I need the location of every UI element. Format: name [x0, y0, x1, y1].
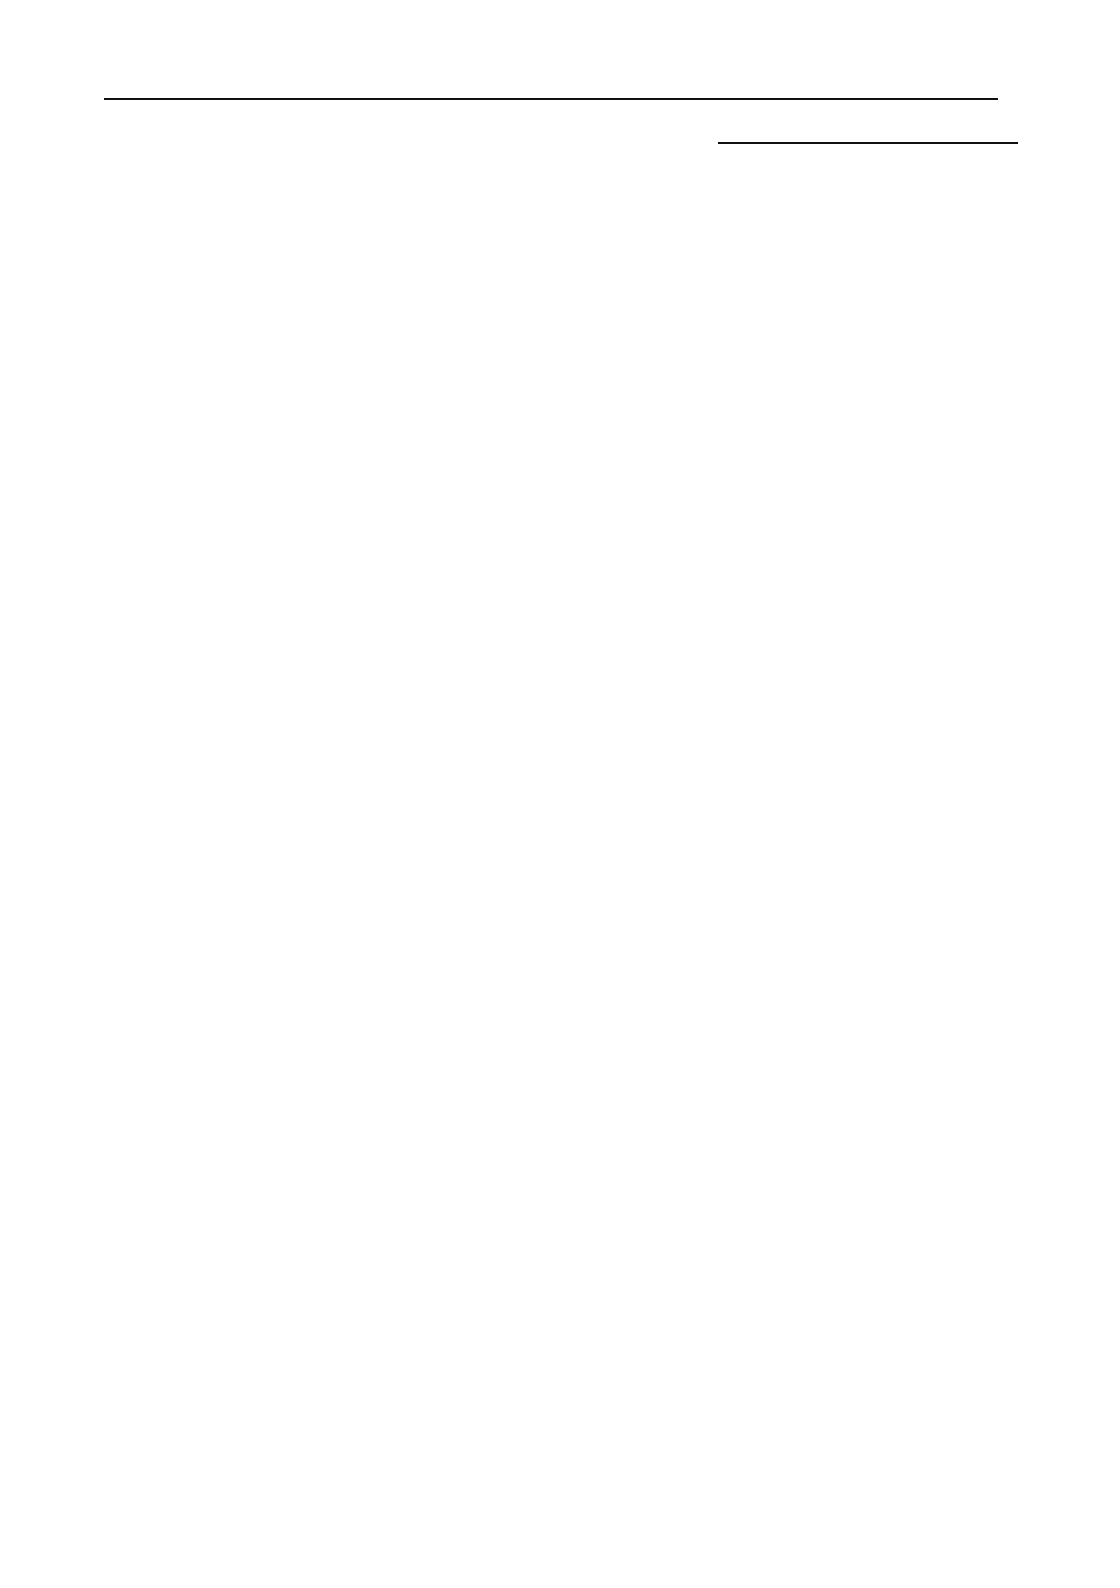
header-rule — [104, 98, 998, 100]
page-header — [98, 82, 1018, 116]
footnote-rule — [718, 142, 1018, 144]
book-page — [98, 82, 1018, 1562]
commentary-body — [98, 142, 1018, 144]
